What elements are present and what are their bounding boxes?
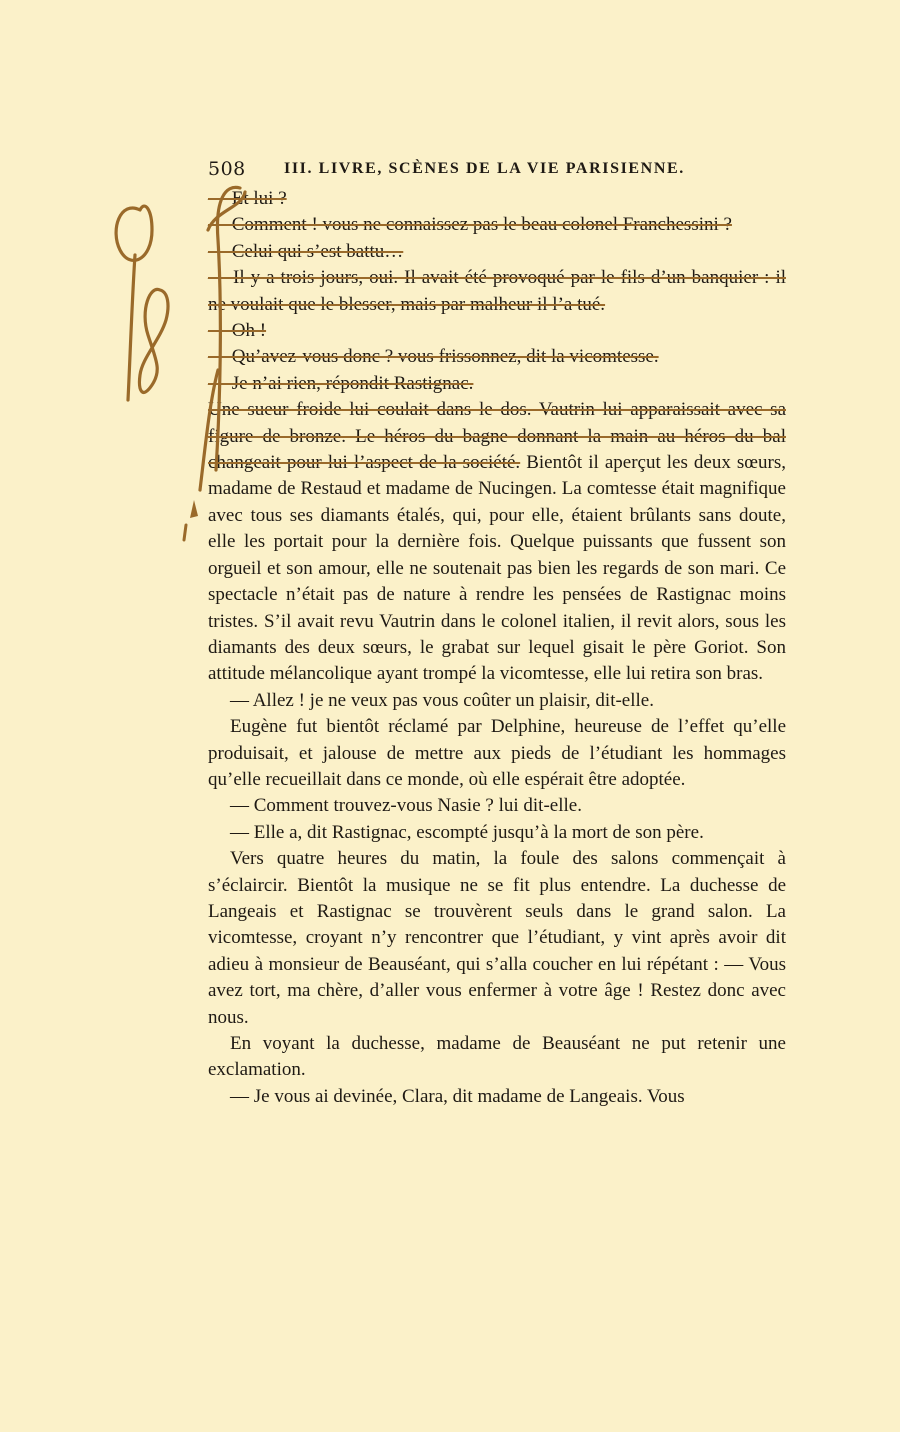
body-paragraph: — Allez ! je ne veux pas vous coûter un plaisir, dit-elle. bbox=[230, 689, 654, 711]
struck-passage: Une sueur froide lui coulait dans le dos. Vautrin lui apparaissait avec sa figure de bronze. Le héros du bagne donnant la main au héros du bal changeait pour lui l’aspect de la société. bbox=[208, 399, 786, 474]
text-block bbox=[208, 186, 786, 1110]
struck-paragraph: — Celui qui s’est battu… bbox=[208, 240, 404, 262]
body-paragraph: En voyant la duchesse, madame de Beauséant ne put retenir une exclamation. bbox=[208, 1033, 786, 1081]
body-paragraph: — Je vous ai devinée, Clara, dit madame de Langeais. Vous bbox=[230, 1085, 685, 1107]
body-paragraph: — Elle a, dit Rastignac, escompté jusqu’à la mort de son père. bbox=[230, 821, 704, 843]
body-paragraph: Eugène fut bientôt réclamé par Delphine, heureuse de l’effet qu’elle produisait, et jalouse de mettre aux pieds de l’étudiant les hommages qu’elle recueillait dans ce monde, où elle espérait être adoptée. bbox=[208, 716, 786, 790]
mixed-paragraph bbox=[208, 397, 786, 687]
body-paragraph: Vers quatre heures du matin, la foule des salons commençait à s’éclaircir. Bientôt la musique ne se fit plus entendre. La duchesse de Langeais et Rastignac se trouvèrent seuls dans le grand salon. La vicomtesse, croyant n’y rencontrer que l’étudiant, y vint après avoir dit adieu à monsieur de Beauséant, qui s’alla coucher en lui répétant : — Vous avez tort, ma chère, d’aller vous enfermer à votre âge ! Restez donc avec nous. bbox=[208, 848, 786, 1028]
running-head: III. LIVRE, SCÈNES DE LA VIE PARISIENNE. bbox=[284, 160, 685, 177]
struck-paragraph: — Oh ! bbox=[208, 320, 267, 342]
page-number: 508 bbox=[208, 158, 246, 180]
struck-paragraph: — Et lui ? bbox=[208, 188, 287, 209]
struck-paragraph: — Je n’ai rien, répondit Rastignac. bbox=[208, 372, 474, 394]
struck-paragraph: — Il y a trois jours, oui. Il avait été provoqué par le fils d’un banquier : il ne voulait que le blesser, mais par malheur il l’a tué. bbox=[208, 267, 786, 315]
struck-paragraph: — Comment ! vous ne connaissez pas le beau colonel Franchessini ? bbox=[208, 214, 732, 236]
body-paragraph: — Comment trouvez-vous Nasie ? lui dit-elle. bbox=[230, 795, 582, 817]
body-passage: Bientôt il aperçut les deux sœurs, madame de Restaud et madame de Nucingen. La comtesse était magnifique avec tous ses diamants étalés, qui, pour elle, étaient brûlants sans doute, elle les portait pour la dernière fois. Quelque puissants que fussent son orgueil et son amour, elle ne soutenait pas bien les regards de son mari. Ce spectacle n’était pas de nature à rendre les pensées de Rastignac moins tristes. S’il avait revu Vautrin dans le colonel italien, il revit alors, sous les diamants des deux sœurs, le grabat sur lequel gisait le père Goriot. Son attitude mélancolique ayant trompé la vicomtesse, elle lui retira son bras. bbox=[208, 452, 786, 685]
struck-paragraph: — Qu’avez-vous donc ? vous frissonnez, dit la vicomtesse. bbox=[208, 346, 659, 368]
